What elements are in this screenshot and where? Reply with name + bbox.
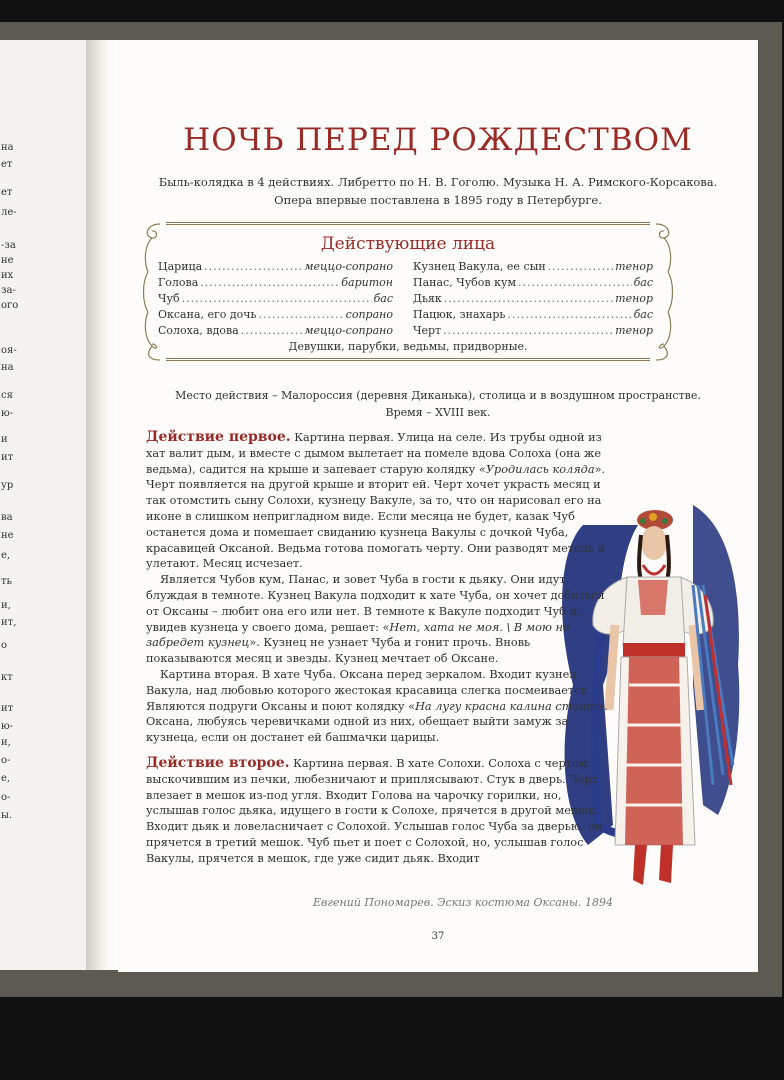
page-number: 37	[431, 931, 445, 942]
previous-page-fragment: ет	[1, 159, 13, 170]
previous-page-fragment: не	[1, 255, 14, 266]
cast-top-rule	[166, 222, 650, 225]
page-title: НОЧЬ ПЕРЕД РОЖДЕСТВОМ	[183, 122, 693, 158]
setting-time: Время – XVIII век.	[385, 406, 491, 419]
previous-page-fragment: о-	[1, 792, 11, 803]
synopsis-text	[146, 430, 611, 867]
previous-page-fragment: ит	[1, 703, 14, 714]
cast-row: Чуб ..... бас	[158, 291, 393, 307]
setting-text	[148, 387, 728, 421]
previous-page-fragment: ур	[1, 480, 14, 491]
cast-bottom-rule	[166, 358, 650, 361]
paragraph	[146, 756, 611, 867]
paragraph	[146, 572, 611, 667]
previous-page-fragment: и,	[1, 600, 11, 611]
act-1-heading: Действие первое.	[146, 429, 291, 445]
opera-subtitle: Быль-колядка в 4 действиях. Либретто по Н. В. Гоголю. Музыка Н. А. Римского-Корсакова. Опера впервые поставлена в 1895 году в Петербурге.	[158, 175, 718, 207]
paragraph	[146, 430, 611, 572]
text-span: Картина первая. Улица на селе. Из трубы одной из хат валит дым, и вместе с дымом вылетает на помеле вдова Солоха (она же ведьма), садится на крыше и запевает старую колядку «	[146, 431, 602, 476]
song-title: Уродилась коляда	[485, 462, 595, 476]
cast-row: Солоха, вдова ..... меццо-сопрано	[158, 323, 393, 339]
previous-page-fragment: на	[1, 362, 14, 373]
previous-page-fragment: и,	[1, 737, 11, 748]
previous-page-fragment: за-	[1, 285, 16, 296]
text-span: ». Оксана, любуясь черевичками одной из них, обещает выйти замуж за кузнеца, если он достанет ей башмачки царицы.	[146, 699, 608, 745]
previous-page-fragment: ит	[1, 452, 14, 463]
cast-extras: Девушки, парубки, ведьмы, придворные.	[288, 340, 528, 353]
cast-box	[138, 222, 678, 362]
previous-page-fragment: ит,	[1, 617, 17, 628]
previous-page-fragment: ю-	[1, 721, 14, 732]
cast-row: Голова ..... баритон	[158, 275, 393, 291]
previous-page-fragment: е,	[1, 773, 11, 784]
previous-page-fragment: ся	[1, 390, 13, 401]
book-page	[118, 40, 758, 972]
cast-row: Пацюк, знахарь ..... бас	[413, 307, 653, 323]
previous-page-fragment: ы.	[1, 810, 13, 821]
previous-page-fragment: кт	[1, 672, 13, 683]
previous-page-fragment: ого	[1, 300, 19, 311]
previous-page-fragment: ет	[1, 187, 13, 198]
previous-page-fragment: е,	[1, 550, 11, 561]
previous-page-fragment: о	[1, 640, 8, 651]
previous-page-fragment: оя-	[1, 345, 17, 356]
previous-page-fragment: на	[1, 142, 14, 153]
song-title: На лугу красна калина стоит	[415, 699, 598, 713]
text-span: ». Кузнец не узнает Чуба и гонит прочь. Вновь показываются месяц и звезды. Кузнец мечтает об Оксане.	[146, 636, 531, 666]
setting-place: Место действия – Малороссия (деревня Диканька), столица и в воздушном пространстве.	[175, 389, 701, 402]
previous-page-fragment: не	[1, 530, 14, 541]
text-span: ». Черт появляется на другой крыше и вторит ей. Черт хочет украсть месяц и так отомстить сыну Солохи, кузнецу Вакуле, за то, что он нарисовал его на иконе в слишком непригладном виде. Если месяца не будет, казак Чуб останется дома и помешает свиданию кузнеца Вакулы с дочкой Чуба, красавицей Оксаной. Ведьма готова помогать черту. Они разводят метель и улетают. Месяц исчезает.	[146, 462, 606, 571]
cast-row: Кузнец Вакула, ее сын ..... тенор	[413, 259, 653, 275]
act-2-heading: Действие второе.	[146, 754, 290, 771]
cast-left-column	[158, 259, 393, 339]
previous-page-fragment: ть	[1, 576, 12, 587]
previous-page-fragment: ва	[1, 512, 13, 523]
cast-row: Черт ..... тенор	[413, 323, 653, 339]
cast-row: Дьяк ..... тенор	[413, 291, 653, 307]
cast-row: Панас, Чубов кум ..... бас	[413, 275, 653, 291]
paragraph	[146, 667, 611, 746]
text-span: Является Чубов кум, Панас, и зовет Чуба в гости к дьяку. Они идут, блуждая в темноте. Кузнец Вакула подходит к хате Чуба, он хочет добиться от Оксаны – любит она его или нет. В темноте к Вакуле подходит Чуб и, увидев кузнеца у своего дома, решает: «	[146, 573, 605, 634]
previous-page-fragment: о-	[1, 755, 11, 766]
previous-page-fragment: их	[1, 270, 14, 281]
text-span: Картина первая. В хате Солохи. Солоха с чертом, выскочившим из печки, любезничают и приплясывают. Стук в дверь. Черт влезает в мешок из-под угля. Входит Голова на чарочку горилки, но, услышав голос дьяка, идущего в гости к Солохе, прячется в другой мешок. Входит дьяк и ловеласничает с Солохой. Услышав голос Чуба за дверью, он прячется в третий мешок. Чуб пьет и поет с Солохой, но, услышав голос Вакулы, прячется в мешок, где уже сидит дьяк. Входит	[146, 756, 603, 865]
song-title: Нет, хата не моя. \ В мою не забредет кузнец	[146, 620, 570, 650]
previous-page-fragment: ле-	[1, 207, 17, 218]
cast-right-column	[413, 259, 653, 339]
cast-row: Оксана, его дочь ..... сопрано	[158, 307, 393, 323]
previous-page	[0, 40, 87, 970]
illustration-caption: Евгений Пономарев. Эскиз костюма Оксаны. 1894	[313, 896, 613, 909]
cast-heading: Действующие лица	[320, 234, 496, 254]
previous-page-fragment: -за	[1, 240, 16, 251]
text-span: Картина вторая. В хате Чуба. Оксана перед зеркалом. Входит кузнец Вакула, над любовью которого жестокая красавица слегка посмеивается. Являются подруги Оксаны и поют колядку «	[146, 667, 592, 713]
previous-page-fragment: ю-	[1, 408, 14, 419]
book-gutter	[86, 40, 118, 970]
previous-page-fragment: и	[1, 434, 8, 445]
cast-row: Царица ..... меццо-сопрано	[158, 259, 393, 275]
